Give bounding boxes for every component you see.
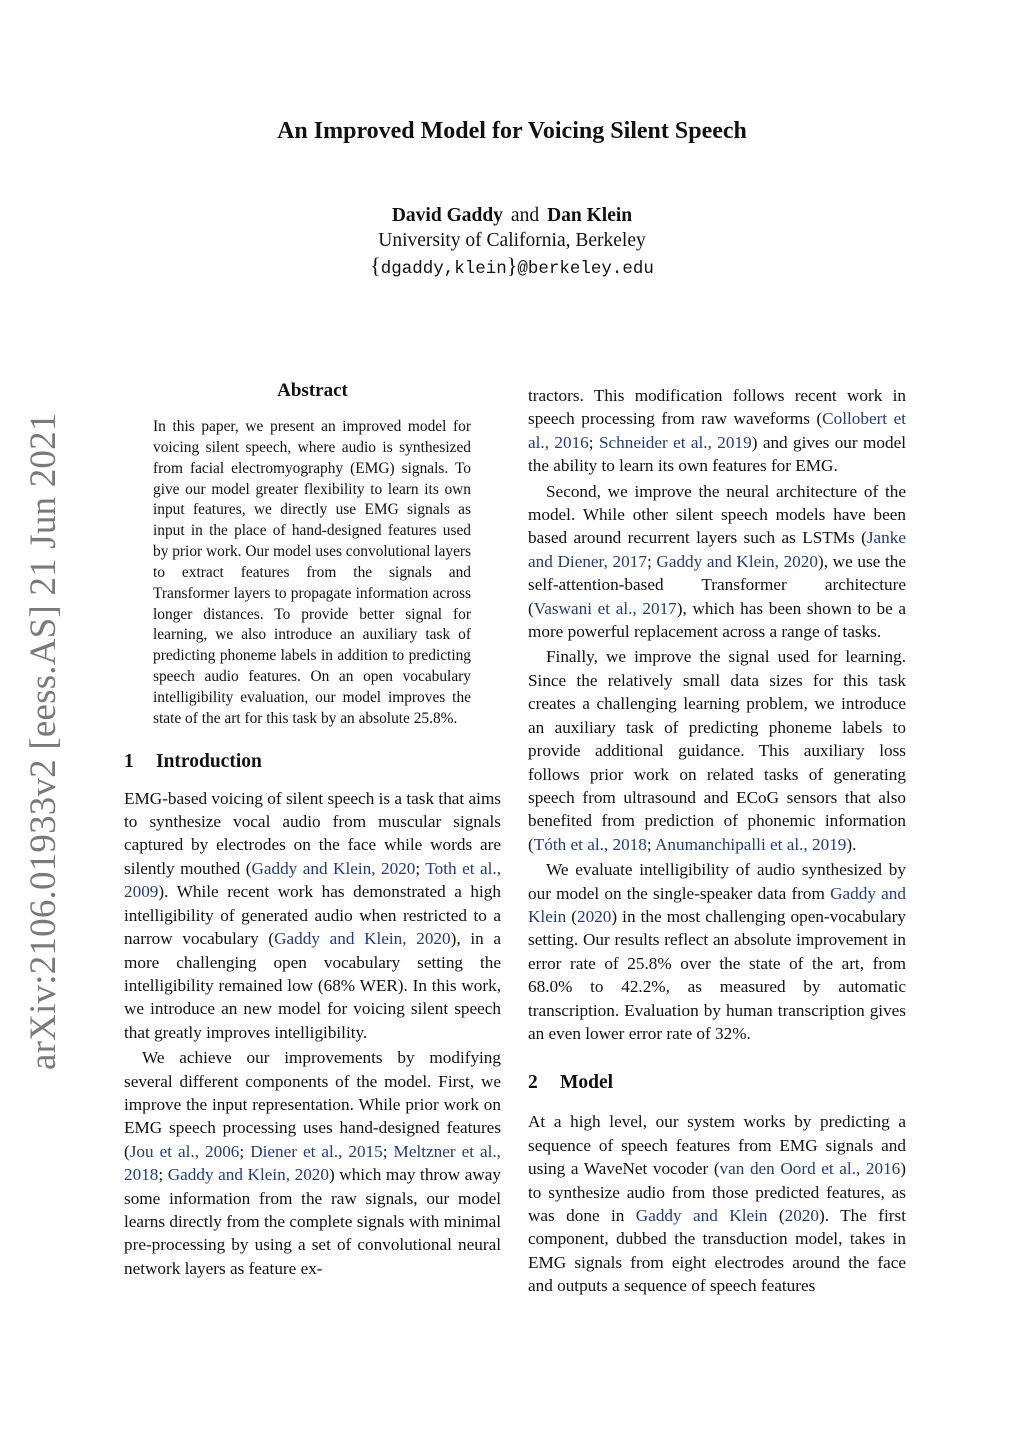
abstract-heading: Abstract [277, 380, 348, 401]
email-domain: @berkeley.edu [517, 259, 654, 279]
intro-paragraph-4 [528, 480, 906, 644]
model-paragraph-1 [528, 1110, 906, 1297]
body-text: ; [239, 1141, 251, 1161]
citation-link[interactable]: Gaddy and Klein [635, 1206, 768, 1225]
email-line [0, 253, 1024, 282]
citation-link[interactable]: Vaswani et al., 2017 [533, 598, 677, 618]
body-text: We evaluate intelligibility of audio synthesized by our model on the single-speaker data from [528, 860, 906, 903]
citation-link[interactable]: Janke and Diener, 2017 [528, 528, 906, 571]
section-number: 2 [528, 1072, 538, 1094]
body-text: ), we use the self-attention-based Transformer architecture ( [528, 551, 906, 618]
author-name: Dan Klein [547, 205, 633, 226]
citation-link[interactable]: 2020 [784, 1206, 820, 1225]
body-text: ). The first component, dubbed the transduction model, takes in EMG signals from eight electrodes around the face and outputs a sequence of speech features [528, 1206, 906, 1296]
body-text: Second, we improve the neural architecture of the model. While other silent speech models have been based around recurrent layers such as LSTMs ( [528, 481, 906, 548]
affiliation: University of California, Berkeley [378, 230, 646, 251]
citation-link[interactable]: Jou et al., 2006 [129, 1141, 240, 1161]
body-text: ; [158, 1165, 168, 1185]
citation-link[interactable]: Gaddy and Klein, 2020 [251, 858, 416, 878]
intro-paragraph-5 [528, 645, 906, 856]
body-text: ( [767, 1206, 785, 1225]
section-title: Introduction [156, 750, 262, 772]
author-conjunction: and [510, 205, 540, 226]
citation-link[interactable]: 2020 [577, 906, 612, 926]
email-brace-close: } [506, 253, 518, 278]
citation-link[interactable]: Toth et al., 2009 [124, 858, 501, 902]
intro-paragraph-6 [528, 858, 906, 1045]
abstract-text: In this paper, we present an improved model for voicing silent speech, where audio is synthesized from facial electromyography (EMG) signals. To give our model greater flexibility to learn its own input features, we directly use EMG signals as input in the place of hand-designed features used by prior work. Our model uses convolutional layers to extract features from the signals and Transformer layers to propagate information across longer distances. To provide better signal for learning, we also introduce an auxiliary task of predicting phoneme labels in addition to predicting speech audio features. On an open vocabulary intelligibility evaluation, our model improves the state of the art for this task by an absolute 25.8%. [153, 418, 472, 727]
email-names: dgaddy,klein [380, 259, 507, 279]
citation-link[interactable]: Meltzner et al., 2018 [124, 1141, 501, 1185]
body-text: ; [588, 432, 599, 452]
author-name: David Gaddy [391, 205, 503, 226]
body-text: ; [382, 1141, 394, 1161]
citation-link[interactable]: Gaddy and Klein [528, 883, 906, 926]
author-names [0, 203, 1024, 228]
body-text: We achieve our improvements by modifying several different components of the model. First, we improve the input representation. While prior work on EMG speech processing uses hand-designed features ( [124, 1048, 501, 1161]
body-text: ) to synthesize audio from those predicted features, as was done in [528, 1159, 906, 1225]
body-text: ). [846, 834, 857, 854]
citation-link[interactable]: van den Oord et al., 2016 [719, 1159, 901, 1179]
section-heading-model [528, 1072, 906, 1094]
author-block [0, 203, 1024, 282]
body-text: Finally, we improve the signal used for learning. Since the relatively small data sizes for this task creates a challenging learning problem, we introduce an auxiliary task of predicting phoneme labels to provide additional guidance. This auxiliary loss follows prior work on related tasks of generating speech from ultrasound and ECoG sensors that also benefited from prediction of phonemic information ( [528, 647, 906, 854]
intro-paragraph-1 [124, 787, 501, 1044]
citation-link[interactable]: Schneider et al., 2019 [598, 432, 752, 452]
right-column [528, 384, 906, 1298]
body-text: ). While recent work has demonstrated a high intelligibility of generated audio when restricted to a narrow vocabulary ( [124, 882, 501, 949]
citation-link[interactable]: Tóth et al., 2018 [533, 834, 647, 854]
body-text: ; [646, 834, 655, 854]
body-text: ; [646, 551, 657, 571]
intro-paragraph-2 [124, 1046, 501, 1280]
citation-link[interactable]: Gaddy and Klein, 2020 [167, 1165, 329, 1185]
email-brace-open: { [370, 253, 381, 278]
body-text: ) and gives our model the ability to learn its own features for EMG. [528, 432, 906, 476]
body-text: ), in a more challenging open vocabulary setting the intelligibility remained low (68% WER). In this work, we introduce an new model for voicing silent speech that greatly improves intelligibility. [124, 929, 501, 1042]
citation-link[interactable]: Gaddy and Klein, 2020 [274, 929, 451, 949]
section-title: Model [560, 1072, 614, 1094]
body-text: ), which has been shown to be a more powerful replacement across a range of tasks. [528, 598, 906, 642]
citation-link[interactable]: Anumanchipalli et al., 2019 [655, 834, 847, 854]
body-text: ) which may throw away some information from the raw signals, our model learns directly from the complete signals with minimal pre-processing by using a set of convolutional neural network layers as feature ex- [124, 1165, 501, 1278]
section-number: 1 [124, 750, 134, 772]
section-heading-introduction [124, 751, 501, 773]
body-text: EMG-based voicing of silent speech is a task that aims to synthesize vocal audio from muscular signals captured by electrodes on the face while words are silently mouthed ( [124, 788, 501, 878]
citation-link[interactable]: Collobert et al., 2016 [528, 409, 907, 452]
body-text: tractors. This modification follows recent work in speech processing from raw waveforms ( [528, 386, 906, 429]
body-text: ; [415, 858, 426, 878]
body-text: ( [566, 906, 577, 926]
body-text: At a high level, our system works by predicting a sequence of speech features from EMG signals and using a WaveNet vocoder ( [528, 1112, 906, 1179]
left-column [124, 380, 501, 1280]
paper-title: An Improved Model for Voicing Silent Speech [277, 118, 747, 144]
citation-link[interactable]: Diener et al., 2015 [250, 1141, 383, 1161]
body-text: ) in the most challenging open-vocabulary setting. Our results reflect an absolute improvement in error rate of 25.8% over the state of the art, from 68.0% to 42.2%, as measured by automatic transcription. Evaluation by human transcription gives an even lower error rate of 32%. [528, 906, 906, 1043]
intro-paragraph-3 [528, 384, 906, 478]
citation-link[interactable]: Gaddy and Klein, 2020 [656, 551, 818, 571]
arxiv-identifier: arXiv:2106.01933v2 [eess.AS] 21 Jun 2021 [23, 412, 64, 1070]
